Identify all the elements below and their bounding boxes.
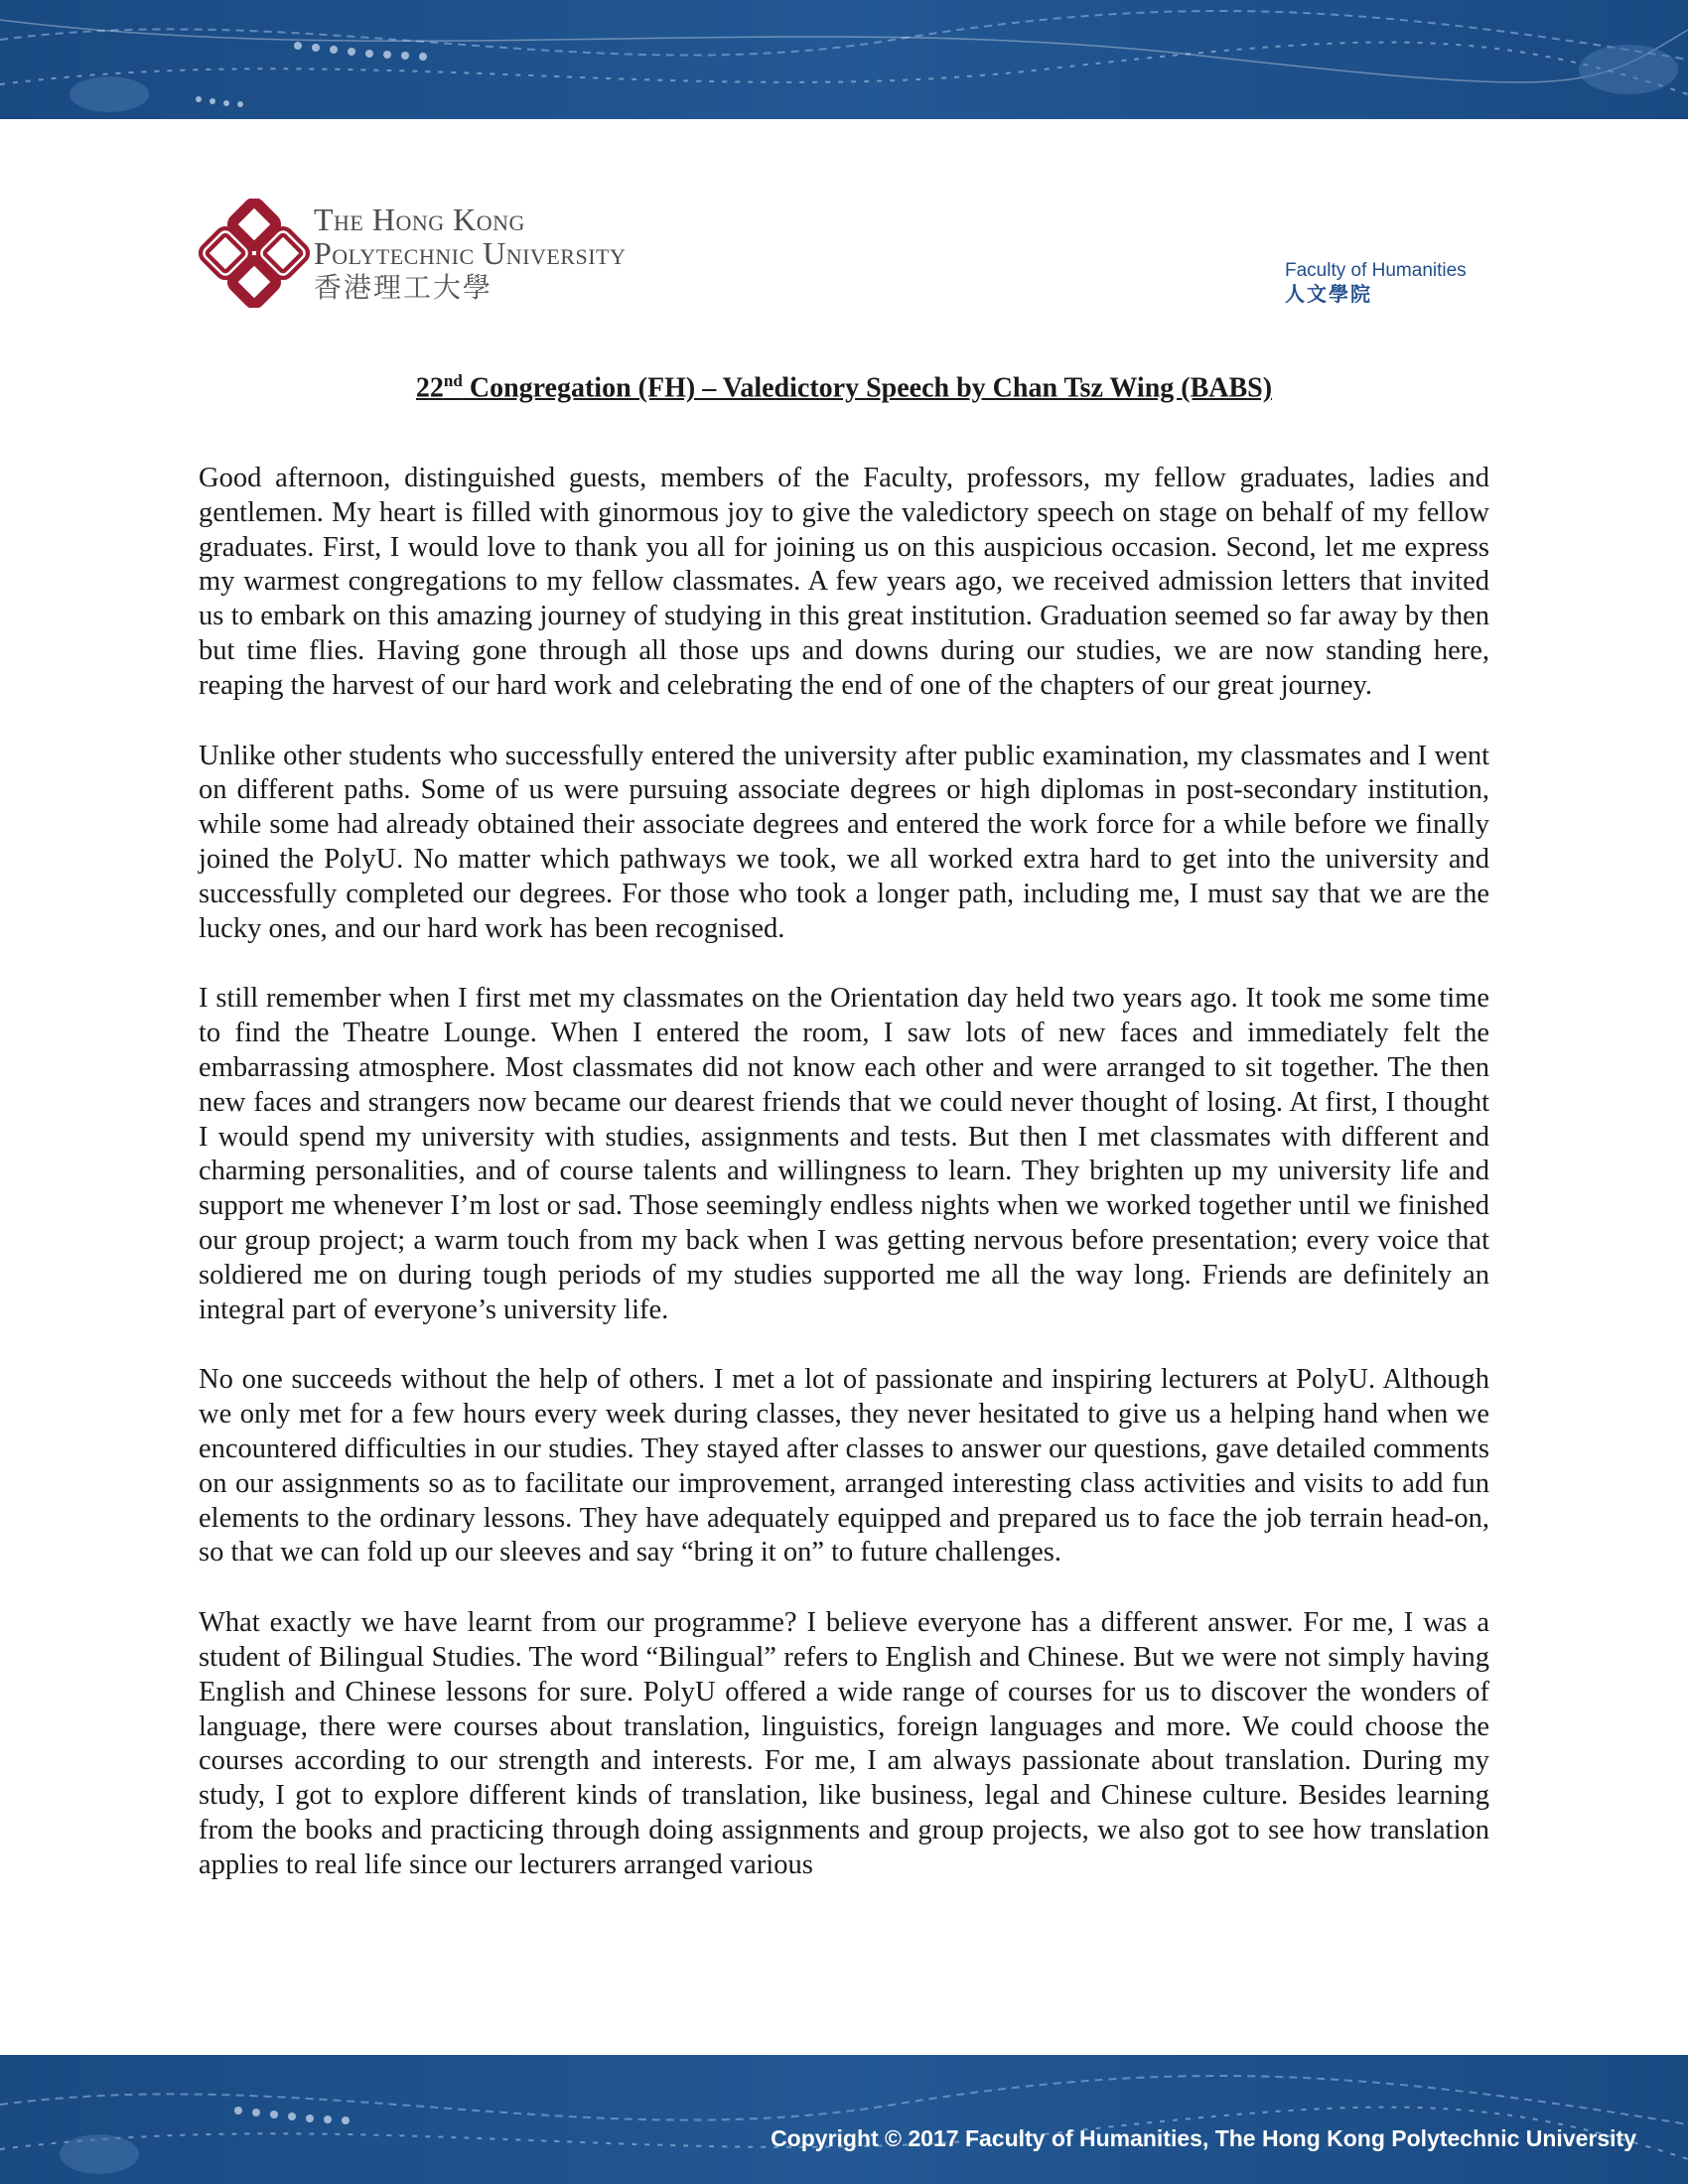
faculty-name-chinese: 人文學院 <box>1285 282 1372 306</box>
university-logo <box>199 199 755 308</box>
university-name-line1: The Hong Kong <box>314 202 525 237</box>
faculty-label <box>1285 260 1467 306</box>
title-number: 22 <box>415 372 444 404</box>
title-text: Congregation (FH) – Valedictory Speech by Chan Tsz Wing (BABS) <box>462 372 1273 404</box>
paragraph-5: What exactly we have learnt from our programme? I believe everyone has a different answer. For me, I was a student of Bilingual Studies. The word “Bilingual” refers to English and Chinese. But we were not simply having English and Chinese lessons for sure. PolyU offered a wide range of courses for us to discover the wonders of language, there were courses about translation, linguistics, foreign languages and more. We could choose the courses according to our strength and interests. For me, I am always passionate about translation. During my study, I got to explore different kinds of translation, like business, legal and Chinese culture. Besides learning from the books and practicing through doing assignments and group projects, we also got to see how translation applies to real life since our lecturers arranged various <box>199 1607 1489 1880</box>
paragraph-2: Unlike other students who successfully entered the university after public examination, my classmates and I went on different paths. Some of us were pursuing associate degrees or high diplomas in post-secondary institution, while some had already obtained their associate degrees and entered the work force for a while before we finally joined the PolyU. No matter which pathways we took, we all worked extra hard to get into the university and successfully completed our degrees. For those who took a longer path, including me, I must say that we are the lucky ones, and our hard work has been recognised. <box>199 740 1489 944</box>
copyright-notice: Copyright © 2017 Faculty of Humanities, The Hong Kong Polytechnic University <box>771 2125 1636 2151</box>
document-title <box>199 371 1489 404</box>
bottom-banner <box>0 2055 1688 2184</box>
polyu-emblem-icon <box>199 199 310 308</box>
paragraph-1: Good afternoon, distinguished guests, members of the Faculty, professors, my fellow graduates, ladies and gentlemen. My heart is filled with ginormous joy to give the valedictory speech on stage on behalf of my fellow graduates. First, I would love to thank you all for joining us on this auspicious occasion. Second, let me express my warmest congregations to my fellow classmates. A few years ago, we received admission letters that invited us to embark on this amazing journey of studying in this great institution. Graduation seemed so far away by then but time flies. Having gone through all those ups and downs during our studies, we are now standing here, reaping the harvest of our hard work and celebrating the end of one of the chapters of our great journey. <box>199 463 1489 701</box>
faculty-name: Faculty of Humanities <box>1285 260 1467 281</box>
university-name-chinese: 香港理工大學 <box>314 271 493 304</box>
title-superscript: nd <box>443 371 463 390</box>
paragraph-3: I still remember when I first met my classmates on the Orientation day held two years ago. It took me some time to find the Theatre Lounge. When I entered the room, I saw lots of new faces and immediately felt the embarrassing atmosphere. Most classmates did not know each other and were arranged to sit together. The then new faces and strangers now became our dearest friends that we could never thought of losing. At first, I thought I would spend my university with studies, assignments and tests. But then I met classmates with different and charming personalities, and of course talents and willingness to learn. They brighten up my university life and support me whenever I’m lost or sad. Those seemingly endless nights when we worked together until we finished our group project; a warm touch from my back when I was getting nervous before presentation; every voice that soldiered me on during tough periods of my studies supported me all the way long. Friends are definitely an integral part of everyone’s university life. <box>199 983 1489 1325</box>
top-banner <box>0 0 1688 119</box>
university-name-line2: Polytechnic University <box>314 235 627 271</box>
speech-body <box>199 462 1489 1918</box>
paragraph-4: No one succeeds without the help of others. I met a lot of passionate and inspiring lecturers at PolyU. Although we only met for a few hours every week during classes, they never hesitated to give us a helping hand when we encountered difficulties in our studies. They stayed after classes to answer our questions, gave detailed comments on our assignments so as to facilitate our improvement, arranged interesting class activities and visits to add fun elements to the ordinary lessons. They have adequately equipped and prepared us to face the job terrain head-on, so that we can fold up our sleeves and say “bring it on” to future challenges. <box>199 1364 1489 1569</box>
